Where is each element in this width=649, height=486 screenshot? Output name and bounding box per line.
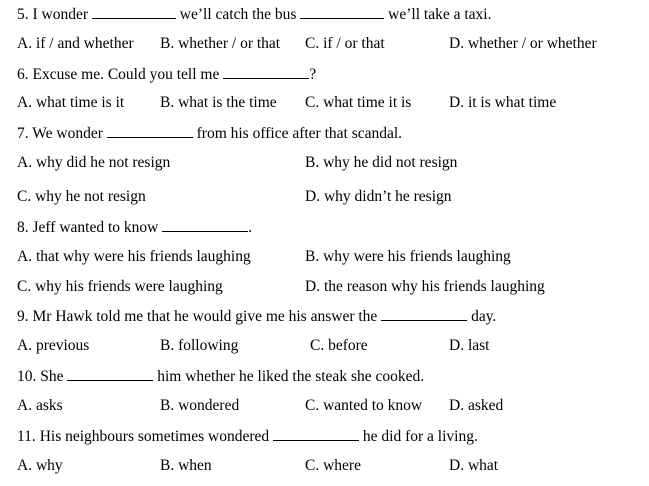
question-text: Excuse me. Could you tell me <box>32 66 220 83</box>
option-d[interactable]: D. whether / or whether <box>449 35 597 52</box>
question-10-stem <box>17 366 424 387</box>
question-8-stem <box>17 217 252 238</box>
option-b[interactable]: B. wondered <box>160 397 240 414</box>
option-d[interactable]: D. what <box>449 457 499 474</box>
question-text: him whether he liked the steak she cooked. <box>157 368 425 385</box>
option-c[interactable]: C. why he not resign <box>17 188 146 205</box>
answer-blank[interactable] <box>273 426 359 441</box>
question-number: 5. <box>17 6 29 23</box>
question-number: 9. <box>17 308 29 325</box>
option-c[interactable]: C. before <box>310 337 368 354</box>
option-c[interactable]: C. where <box>305 457 361 474</box>
question-7-stem <box>17 123 402 144</box>
option-a[interactable]: A. what time is it <box>17 94 125 111</box>
answer-blank[interactable] <box>67 366 153 381</box>
option-a[interactable]: A. why <box>17 457 63 474</box>
answer-blank[interactable] <box>92 4 176 19</box>
answer-blank[interactable] <box>300 4 384 19</box>
question-text: I wonder <box>32 6 89 23</box>
question-text: His neighbours sometimes wondered <box>39 428 270 445</box>
option-c[interactable]: C. if / or that <box>305 35 385 52</box>
answer-blank[interactable] <box>162 217 248 232</box>
question-text: he did for a living. <box>362 428 478 445</box>
question-number: 10. <box>17 368 37 385</box>
question-number: 7. <box>17 125 29 142</box>
answer-blank[interactable] <box>381 306 467 321</box>
option-b[interactable]: B. whether / or that <box>160 35 281 52</box>
option-c[interactable]: C. wanted to know <box>305 397 423 414</box>
option-d[interactable]: D. why didn’t he resign <box>305 188 452 205</box>
option-d[interactable]: D. last <box>449 337 490 354</box>
question-text: Jeff wanted to know <box>32 219 159 236</box>
question-text: we’ll take a taxi. <box>388 6 492 23</box>
option-b[interactable]: B. what is the time <box>160 94 277 111</box>
option-c[interactable]: C. why his friends were laughing <box>17 278 223 295</box>
question-number: 11. <box>17 428 36 445</box>
question-6-stem <box>17 64 316 85</box>
question-text: from his office after that scandal. <box>196 125 403 142</box>
question-number: 6. <box>17 66 29 83</box>
question-text: ? <box>309 66 317 83</box>
question-text: day. <box>471 308 497 325</box>
question-11-stem <box>17 426 478 447</box>
answer-blank[interactable] <box>107 123 193 138</box>
question-text: . <box>248 219 253 236</box>
question-text: She <box>40 368 64 385</box>
option-a[interactable]: A. why did he not resign <box>17 154 171 171</box>
option-b[interactable]: B. why he did not resign <box>305 154 458 171</box>
option-a[interactable]: A. that why were his friends laughing <box>17 248 251 265</box>
option-d[interactable]: D. the reason why his friends laughing <box>305 278 545 295</box>
question-text: Mr Hawk told me that he would give me his answer the <box>32 308 378 325</box>
option-a[interactable]: A. previous <box>17 337 90 354</box>
question-text: We wonder <box>32 125 103 142</box>
option-b[interactable]: B. when <box>160 457 212 474</box>
option-b[interactable]: B. following <box>160 337 239 354</box>
option-d[interactable]: D. asked <box>449 397 504 414</box>
option-d[interactable]: D. it is what time <box>449 94 557 111</box>
option-b[interactable]: B. why were his friends laughing <box>305 248 511 265</box>
option-a[interactable]: A. asks <box>17 397 63 414</box>
option-a[interactable]: A. if / and whether <box>17 35 134 52</box>
question-9-stem <box>17 306 496 327</box>
question-text: we’ll catch the bus <box>179 6 297 23</box>
question-number: 8. <box>17 219 29 236</box>
question-5-stem <box>17 4 491 25</box>
answer-blank[interactable] <box>223 64 309 79</box>
option-c[interactable]: C. what time it is <box>305 94 412 111</box>
